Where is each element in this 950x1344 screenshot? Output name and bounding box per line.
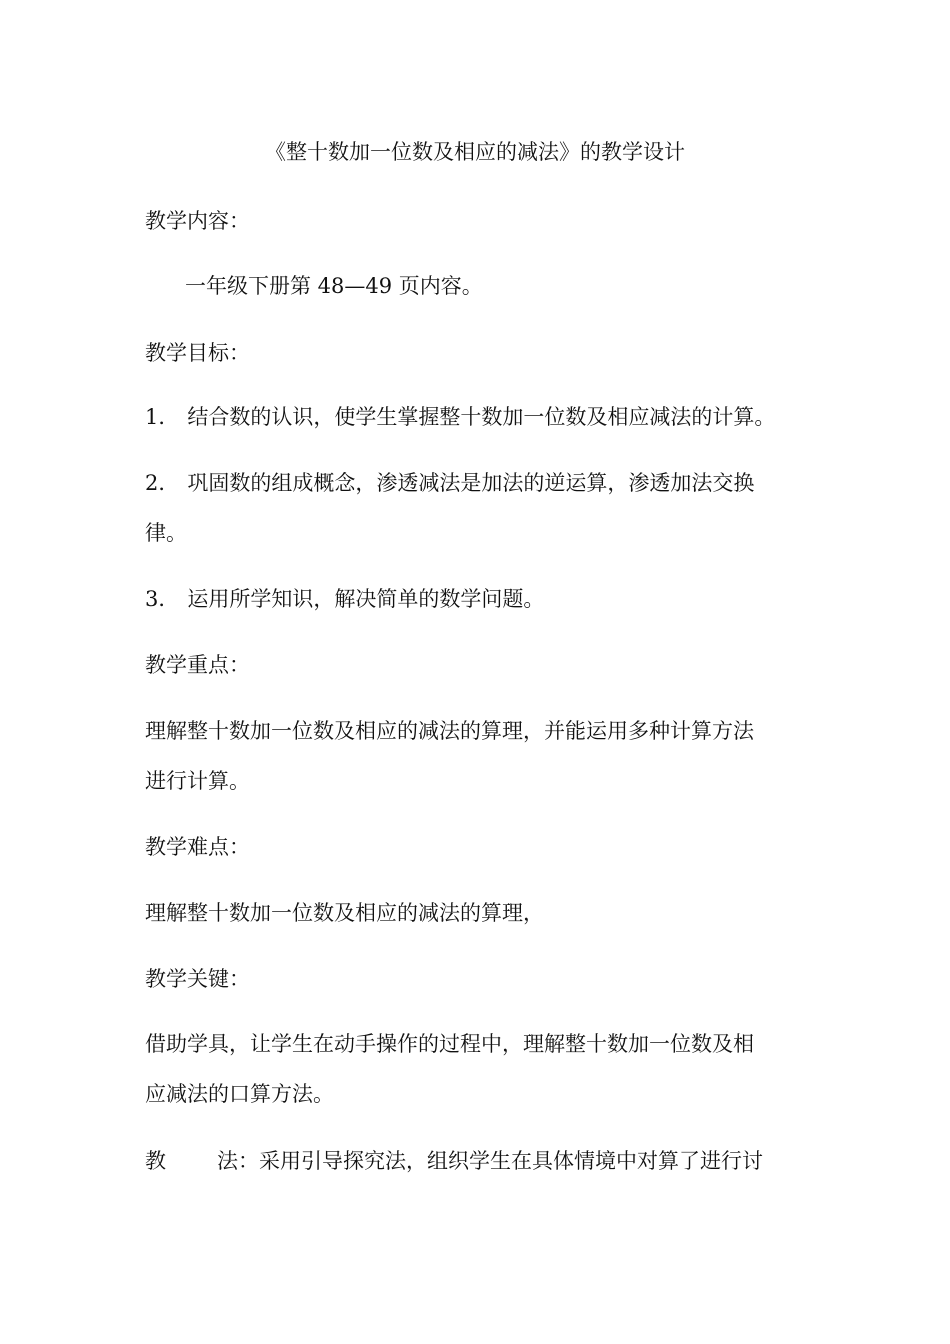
key-heading: 教学重点： [145, 653, 250, 677]
difficulty-heading: 教学难点： [145, 835, 250, 859]
goal-text: 巩固数的组成概念，渗透减法是加法的逆运算，渗透加法交换 [187, 471, 755, 495]
goal-number: 3． [145, 587, 180, 611]
goal-text: 运用所学知识，解决简单的数学问题。 [187, 587, 545, 611]
goal-item-2 [145, 470, 754, 496]
key-line-1: 理解整十数加一位数及相应的减法的算理，并能运用多种计算方法 [145, 719, 754, 743]
difficulty-text: 理解整十数加一位数及相应的减法的算理， [145, 901, 544, 925]
content-heading: 教学内容： [145, 209, 250, 233]
goal-number: 2． [145, 471, 180, 495]
content-text: 一年级下册第 48—49 页内容。 [185, 274, 483, 298]
method-text: 采用引导探究法，组织学生在具体情境中对算了进行讨 [259, 1149, 763, 1173]
critical-line-2: 应减法的口算方法。 [145, 1082, 334, 1106]
method-label-end: 法： [217, 1149, 259, 1173]
goal-item-2-continuation: 律。 [145, 521, 187, 545]
document-title: 《整十数加一位数及相应的减法》的教学设计 [265, 140, 685, 164]
critical-line-1: 借助学具，让学生在动手操作的过程中，理解整十数加一位数及相 [145, 1032, 754, 1056]
goal-number: 1． [145, 405, 180, 429]
critical-heading: 教学关键： [145, 967, 250, 991]
method-label-start: 教 [145, 1149, 166, 1173]
method-line [145, 1148, 763, 1174]
key-line-2: 进行计算。 [145, 769, 250, 793]
goal-text: 结合数的认识，使学生掌握整十数加一位数及相应减法的计算。 [187, 405, 776, 429]
goals-heading: 教学目标： [145, 341, 250, 365]
goal-item-1 [145, 404, 775, 430]
goal-item-3 [145, 586, 544, 612]
